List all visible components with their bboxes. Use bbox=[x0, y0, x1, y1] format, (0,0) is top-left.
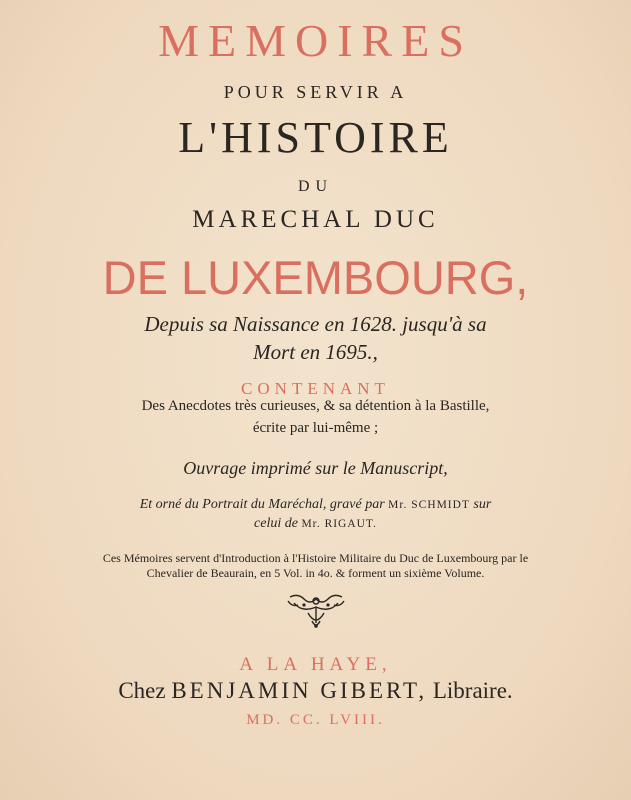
title-histoire: L'HISTOIRE bbox=[178, 113, 453, 162]
portrait-line-1 bbox=[0, 497, 631, 513]
publisher-suffix: Libraire. bbox=[427, 678, 513, 703]
engraver-name: Mr. SCHMIDT bbox=[388, 499, 470, 511]
publisher-prefix: Chez bbox=[118, 678, 172, 703]
portrait-line-1-c: sur bbox=[469, 497, 492, 512]
subtitle-pour-servir: POUR SERVIR A bbox=[223, 82, 408, 102]
note-line-2: Chevalier de Beaurain, en 5 Vol. in 4o. & forment un sixième Volume. bbox=[146, 566, 485, 580]
title-luxembourg: DE LUXEMBOURG, bbox=[102, 251, 529, 304]
dates-line-2: Mort en 1695., bbox=[253, 340, 378, 364]
portrait-line-2 bbox=[0, 516, 631, 532]
portrait-line-2-a: celui de bbox=[254, 516, 302, 531]
contents-line-2: écrite par lui-même ; bbox=[252, 420, 379, 436]
title-marechal-duc: MARECHAL DUC bbox=[192, 206, 439, 233]
imprint-place: A LA HAYE, bbox=[239, 654, 392, 675]
note-line-1: Ces Mémoires servent d'Introduction à l'Histoire Militaire du Duc de Luxembourg par le bbox=[102, 551, 529, 565]
contenant-heading: CONTENANT bbox=[241, 379, 390, 398]
subtitle-du: DU bbox=[297, 178, 334, 195]
portrait-line-1-a: Et orné du Portrait du Maréchal, gravé par bbox=[139, 497, 389, 512]
painter-name: Mr. RIGAUT. bbox=[301, 518, 377, 530]
floral-vignette-icon bbox=[284, 591, 348, 631]
publisher-name: BENJAMIN GIBERT, bbox=[171, 678, 428, 703]
manuscript-line: Ouvrage imprimé sur le Manuscript, bbox=[183, 458, 448, 478]
imprint-publisher bbox=[0, 678, 631, 704]
imprint-date: MD. CC. LVIII. bbox=[246, 712, 385, 728]
contents-line-1: Des Anecdotes très curieuses, & sa détention à la Bastille, bbox=[141, 398, 490, 414]
title-memoires: MEMOIRES bbox=[158, 15, 473, 66]
dates-line-1: Depuis sa Naissance en 1628. jusqu'à sa bbox=[144, 312, 487, 336]
